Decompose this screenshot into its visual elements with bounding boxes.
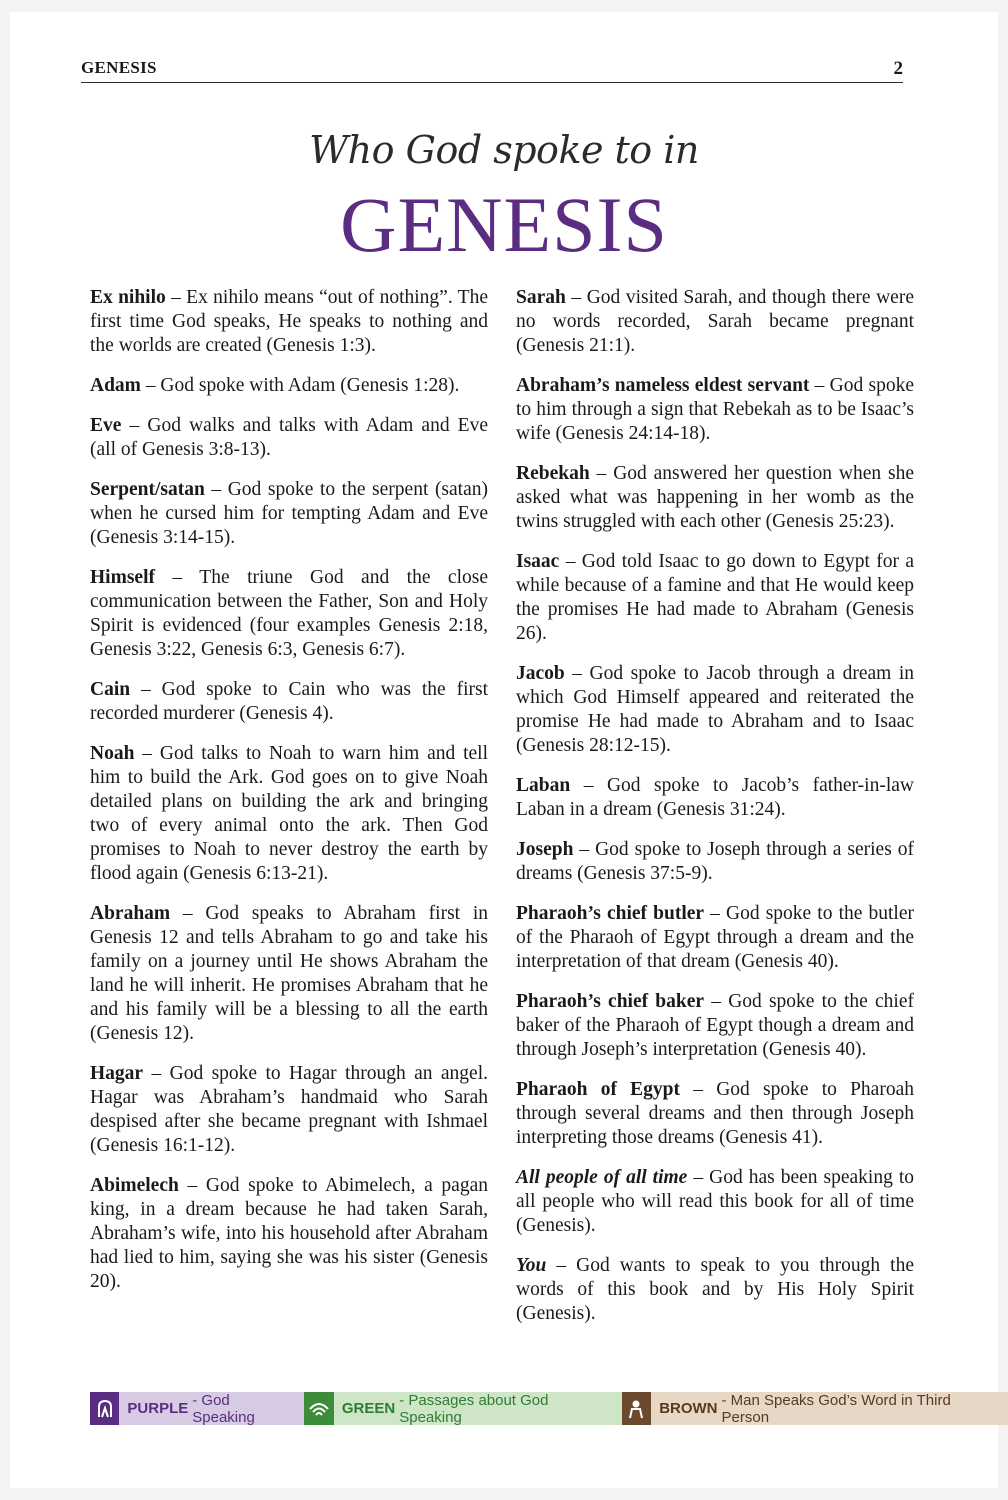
page-title: GENESIS xyxy=(340,181,668,268)
entry-term: Pharaoh’s chief butler xyxy=(516,903,705,924)
entry xyxy=(90,1174,488,1294)
entry-text: – God wants to speak to you through the words of this book and by His Holy Spirit (Genesis). xyxy=(516,1255,914,1324)
entry-text: – God visited Sarah, and though there were no words recorded, Sarah became pregnant (Genesis 21:1). xyxy=(516,287,914,356)
entry-text: – God speaks to Abraham first in Genesis 12 and tells Abraham to go and take his family on a journey until He shows Abraham the land he will inherit. He promises Abraham that he and his family will be a blessing to all the earth (Genesis 12). xyxy=(90,903,488,1044)
entry xyxy=(516,1254,914,1326)
entry-term: Pharaoh’s chief baker xyxy=(516,991,705,1012)
entry xyxy=(90,566,488,662)
entry-text: – God spoke to Pharoah through several dreams and then through Joseph interpreting those dreams (Genesis 41). xyxy=(516,1079,914,1148)
entry-term: Joseph xyxy=(516,839,574,860)
entry-text: – The triune God and the close communication between the Father, Son and Holy Spirit is evidenced (four examples Genesis 2:18, Genesis 3:22, Genesis 6:3, Genesis 6:7). xyxy=(90,567,488,660)
person-icon xyxy=(622,1392,652,1425)
entry xyxy=(516,838,914,886)
entry xyxy=(90,742,488,886)
entry-term: Laban xyxy=(516,775,571,796)
entry-text: – God told Isaac to go down to Egypt for a while because of a famine and that He would keep the promises He had made to Abraham (Genesis 26). xyxy=(516,551,914,644)
entry-term: Cain xyxy=(90,679,131,700)
entry-text: – God answered her question when she asked what was happening in her womb as the twins struggled with each other (Genesis 25:23). xyxy=(516,463,914,532)
entry-term: All people of all time xyxy=(516,1167,688,1188)
entry-term: Eve xyxy=(90,415,122,436)
entry xyxy=(516,662,914,758)
entry-text: – God has been speaking to all people who will read this book for all of time (Genesis). xyxy=(516,1167,915,1236)
entry-term: Ex nihilo xyxy=(90,287,166,308)
entry-text: – God walks and talks with Adam and Eve (all of Genesis 3:8-13). xyxy=(90,415,488,460)
entry xyxy=(90,478,488,550)
entry-text: – God spoke to Jacob’s father-in-law Laban in a dream (Genesis 31:24). xyxy=(516,775,914,820)
entry xyxy=(516,1078,914,1150)
title-script-line: Who God spoke to in xyxy=(309,128,699,172)
legend-desc: - God Speaking xyxy=(192,1391,255,1426)
speaking-head-icon xyxy=(90,1392,119,1425)
entry-text: – God spoke to Joseph through a series of dreams (Genesis 37:5-9). xyxy=(516,839,914,884)
entry-text: – God spoke to Abimelech, a pagan king, in a dream because he had taken Sarah, Abraham’s wife, into his household after Abraham had lied to him, saying she was his sister (Genesis 20). xyxy=(90,1175,488,1292)
entry-term: Hagar xyxy=(90,1063,144,1084)
entry xyxy=(90,414,488,462)
entry-text: – God spoke with Adam (Genesis 1:28). xyxy=(140,375,460,396)
entry xyxy=(90,374,488,398)
page-number: 2 xyxy=(893,58,903,79)
entry xyxy=(90,286,488,358)
entry-text: – God spoke to the chief baker of the Pharaoh of Egypt though a dream and through Joseph’s interpretation (Genesis 40). xyxy=(516,991,914,1060)
entry xyxy=(516,374,914,446)
color-legend xyxy=(90,1392,1008,1425)
entry xyxy=(90,1062,488,1158)
entry-text: – God spoke to the butler of the Pharaoh of Egypt through a dream and the interpretation of that dream (Genesis 40). xyxy=(516,903,914,972)
legend-key: GREEN xyxy=(341,1400,396,1417)
legend-item-brown xyxy=(622,1392,1008,1425)
legend-item-green xyxy=(304,1392,621,1425)
entry-term: Himself xyxy=(90,567,155,588)
entry-text: – God spoke to him through a sign that Rebekah as to be Isaac’s wife (Genesis 24:14-18). xyxy=(516,375,914,444)
entry xyxy=(516,286,914,358)
entry-term: Jacob xyxy=(516,663,565,684)
entry xyxy=(90,678,488,726)
entry-term: Sarah xyxy=(516,287,566,308)
entry-term: Abraham’s nameless eldest servant xyxy=(516,375,810,396)
section-title: GENESIS xyxy=(81,58,157,77)
legend-key: BROWN xyxy=(659,1400,718,1417)
entry-term: Abraham xyxy=(90,903,171,924)
entry xyxy=(516,1166,914,1238)
entry-term: Serpent/satan xyxy=(90,479,205,500)
entry-text: – God spoke to Cain who was the first recorded murderer (Genesis 4). xyxy=(90,679,488,724)
running-header xyxy=(81,56,903,83)
entry-term: Abimelech xyxy=(90,1175,179,1196)
entry xyxy=(516,990,914,1062)
entry xyxy=(90,902,488,1046)
sound-waves-icon xyxy=(304,1392,334,1425)
entry xyxy=(516,774,914,822)
legend-desc: - Man Speaks God’s Word in Third Person xyxy=(721,1391,951,1426)
entry-term: Pharaoh of Egypt xyxy=(516,1079,681,1100)
entry-term: Noah xyxy=(90,743,135,764)
right-column xyxy=(516,286,914,1342)
entry-term: Adam xyxy=(90,375,141,396)
legend-desc: - Passages about God Speaking xyxy=(399,1391,549,1426)
legend-key: PURPLE xyxy=(127,1400,189,1417)
left-column xyxy=(90,286,488,1310)
legend-item-purple xyxy=(90,1392,304,1425)
entry-term: You xyxy=(516,1255,547,1276)
entry-text: – God spoke to the serpent (satan) when he cursed him for tempting Adam and Eve (Genesis 3:14-15). xyxy=(90,479,488,548)
entry-text: – Ex nihilo means “out of nothing”. The first time God speaks, He speaks to nothing and the worlds are created (Genesis 1:3). xyxy=(90,287,488,356)
entry xyxy=(516,902,914,974)
entry-term: Isaac xyxy=(516,551,560,572)
entry-text: – God spoke to Jacob through a dream in which God Himself appeared and reiterated the promise He had made to Abraham and to Isaac (Genesis 28:12-15). xyxy=(516,663,914,756)
entry-text: – God spoke to Hagar through an angel. Hagar was Abraham’s handmaid who Sarah despised after she became pregnant with Ishmael (Genesis 16:1-12). xyxy=(90,1063,488,1156)
entry-text: – God talks to Noah to warn him and tell him to build the Ark. God goes on to give Noah detailed plans on building the ark and bringing two of every animal onto the ark. Then God promises to Noah to never destroy the earth by flood again (Genesis 6:13-21). xyxy=(90,743,488,884)
entry xyxy=(516,462,914,534)
entry xyxy=(516,550,914,646)
entry-term: Rebekah xyxy=(516,463,590,484)
